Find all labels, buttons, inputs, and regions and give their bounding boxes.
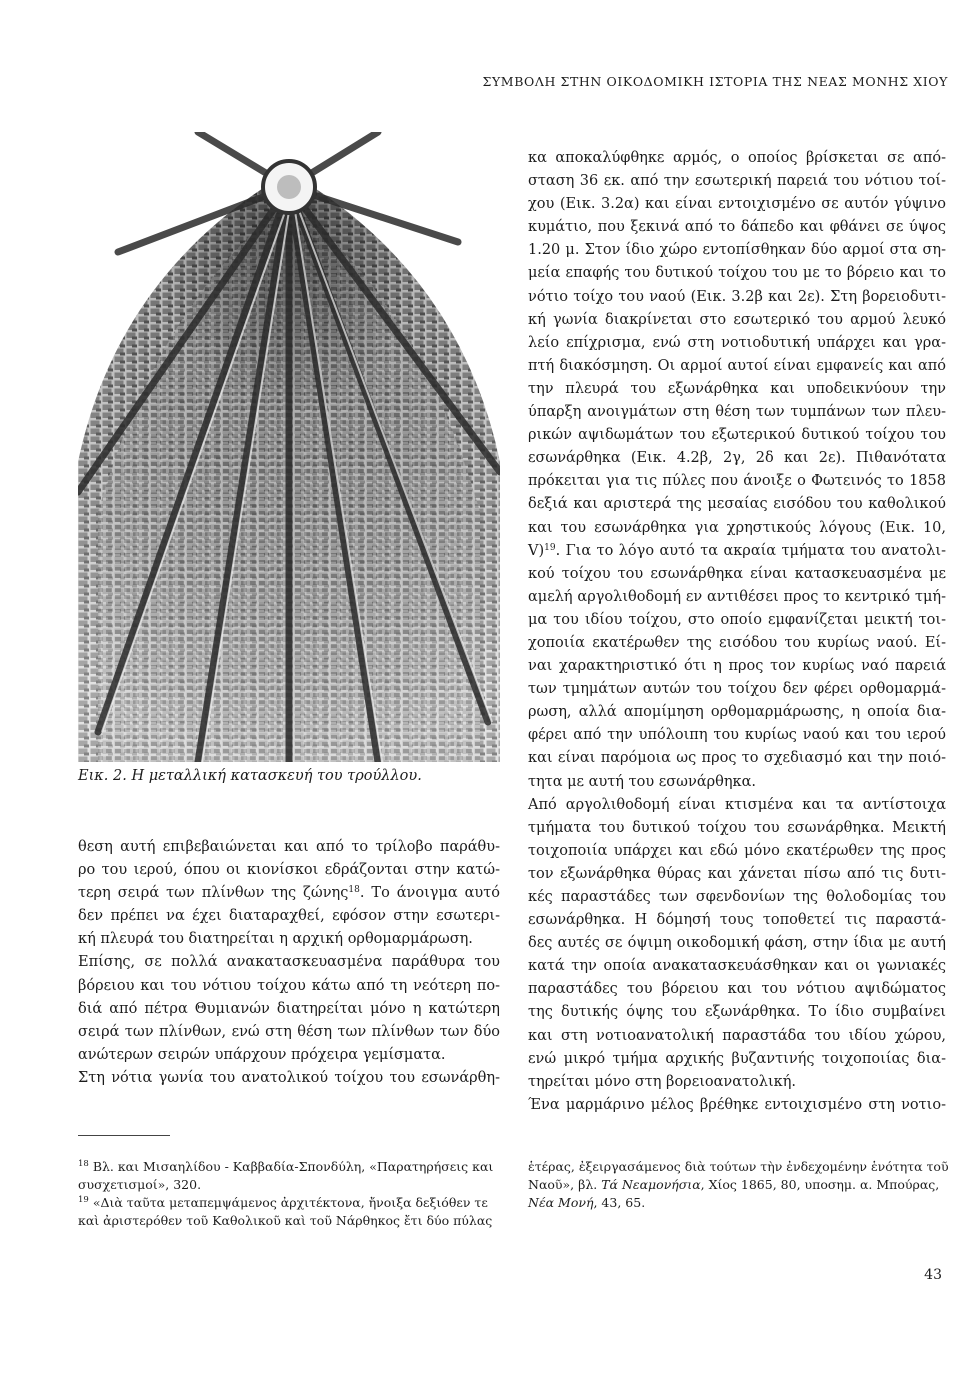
text-line: κού τοίχου του εσωνάρθηκα είναι κατασκευασμένα με [528,565,946,582]
text-line: παραστάδες του βόρειου και του νότιου αψιδώματος [528,981,946,998]
footnotes-right [528,1158,949,1212]
text-line: 1.20 μ. Στον ίδιο χώρο εντοπίσθηκαν δύο αρμοί στα ση- [528,242,946,259]
footnote-18-cont: συσχετισμοί», 320. [78,1177,202,1192]
footnote-divider [78,1135,170,1136]
text-line: χου (Εικ. 3.2α) και είναι εντοιχισμένο σε αυτόν γύψινο [528,196,946,213]
left-column-text [78,836,500,1090]
text-line: εσωνάρθηκα. Η δόμησή τους τοποθετεί τις παραστά- [528,912,946,929]
text-line: δεξιά και αριστερά της μεσαίας εισόδου του καθολικού [528,496,946,513]
text-line: τμήματα του δυτικού τοίχου του εσωνάρθηκα. Μεικτή [528,819,946,836]
footnote-19-cont: Νέα Μονή, 43, 65. [528,1195,646,1210]
text-line: και του εσωνάρθηκα για χρηστικούς λόγους (Εικ. 10, [528,519,946,536]
text-line: αμελή αργολιθοδομή εν αντιθέσει προς το κεντρικό τμή- [528,588,946,605]
figure-caption-text: Η μεταλλική κατασκευή του τρούλλου. [131,768,422,784]
text-line: κές παραστάδες των σφενδονίων της θολοδομίας του [528,889,946,905]
text-line: ναι χαρακτηριστικό ότι η προς τον κυρίως ναό παρειά [528,658,946,675]
text-line: δεν πρέπει να έχει διαταραχθεί, εφόσον στην εσωτερι- [78,908,500,925]
figure-label: Εικ. 2. [78,768,127,784]
text-line: των τμημάτων αυτών του τοίχου δεν φέρει ορθομαρμά- [528,681,946,698]
text-line: πρόκειται για τις πύλες που άνοιξε ο Φωτεινός το 1858 [528,473,946,490]
dome-photograph [78,132,500,762]
text-line: ενώ μικρό τμήμα αρχικής βυζαντινής τοιχοποιίας δια- [528,1050,946,1067]
text-line: κα αποκαλύφθηκε αρμός, ο οποίος βρίσκεται σε από- [528,150,946,166]
text-line: τερη σειρά των πλίνθων της ζώνης$^{18}$. Το άνοιγμα αυτό [78,885,500,902]
text-line: Από αργολιθοδομή είναι κτισμένα και τα αντίστοιχα [528,796,946,813]
text-line: τηρείται μόνο στη βορειοανατολική. [528,1073,797,1090]
text-line: σταση 36 εκ. από την εσωτερική παρειά του νότιου τοί- [528,173,946,190]
text-line: πτή διακόσμηση. Οι αρμοί αυτοί είναι εμφανείς και από [528,357,946,374]
text-line: ύπαρξη ανοιγμάτων στη θέση των τυμπάνων των πλευ- [528,404,946,421]
text-line: ρωση, αλλά απομίμηση ορθομαρμάρωσης, η οποία δια- [528,704,946,721]
text-line: μα του ιδίου τοίχου, στο οποίο εμφανίζεται μεικτή τοι- [528,611,946,628]
footnote-19-cont: καὶ ἀριστερόθεν τοῦ Καθολικοῦ καὶ τοῦ Νάρθηκος ἔτι δύο πύλας [78,1213,493,1228]
text-line: ρο του ιερού, όπου οι κιονίσκοι εδράζονται στην κατώ- [78,862,500,879]
text-line: χοποιία εκατέρωθεν της εισόδου του κυρίως ναού. Εί- [528,634,946,651]
text-line: κή πλευρά του διατηρείται η αρχική ορθομαρμάρωση. [78,931,473,948]
right-column-text [528,147,946,1117]
footnote-ref-18[interactable]: 18 [348,885,360,896]
footnote-18: $^{18}$ Βλ. και Μισαηλίδου - Καββαδία-Σπονδύλη, «Παρατηρήσεις και [78,1159,494,1174]
text-line: φέρει από την υπόλοιπη του κυρίως ναού και του ιερού [528,727,946,744]
text-line: σειρά των πλίνθων, ενώ στη θέση των πλίνθων των δύο [78,1023,500,1040]
text-line: Επίσης, σε πολλά ανακατασκευασμένα παράθυρα του [78,954,500,971]
footnote-19-cont: Ναοῦ», βλ. Τά Νεαμονήσια, Χίος 1865, 80, υποσημ. α. Μπούρας, [528,1177,940,1192]
text-line: λείο επίχρισμα, ενώ στη νοτιοδυτική υπάρχει και γρα- [528,334,946,351]
text-line: μεία επαφής του δυτικού τοίχου του με το βόρειο και το [528,265,946,282]
page-number: 43 [924,1267,942,1283]
text-line: δες αυτές σε όψιμη οικοδομική φάση, στην ίδια με αυτή [528,935,946,952]
text-line: θεση αυτή επιβεβαιώνεται και από το τρίλοβο παράθυ- [78,839,500,855]
text-line: κή γωνία διακρίνεται στο εσωτερικό του αρμού λευκό [528,311,946,328]
text-line: Στη νότια γωνία του ανατολικού τοίχου του εσωνάρθη- [78,1069,500,1086]
text-line: διά από πέτρα Θυμιανών διατηρείται μόνο η κατώτερη [78,1000,500,1017]
text-line: τον εξωνάρθηκα θύρας και χάνεται πίσω από τις δυτι- [528,865,946,882]
text-line: βόρειου και του νότιου τοίχου κάτω από τη νεότερη πο- [78,977,500,994]
text-line: τοιχοποιία υπάρχει και εδώ μόνο εκατέρωθεν της προς [528,842,946,859]
text-line: εσωνάρθηκα (Εικ. 4.2β, 2γ, 2δ και 2ε). Πιθανότατα [528,450,946,467]
text-line: Ένα μαρμάρινο μέλος βρέθηκε εντοιχισμένο στη νοτιο- [528,1096,946,1113]
text-line: της δυτικής όψης του εξωνάρθηκα. Το ίδιο συμβαίνει [528,1004,946,1021]
text-line: την πλευρά του εξωνάρθηκα και υποδεικνύουν την [528,380,946,397]
text-line: νότιο τοίχο του ναού (Εικ. 3.2β και 2ε). Στη βορειοδυτι- [528,288,946,305]
text-line: κατά την οποία ανακατασκευάσθηκαν και οι γωνιακές [528,958,946,975]
footnotes-left [78,1158,500,1230]
footnote-ref-19[interactable]: 19 [544,542,556,553]
text-line: ανώτερων σειρών υπάρχουν πρόχειρα γεμίσματα. [78,1046,446,1063]
text-line: τητα με αυτή του εσωνάρθηκα. [528,773,757,790]
text-line: και είναι παρόμοια ως προς το σχεδιασμό και την ποιό- [528,750,946,767]
text-line: ρικών αψιδωμάτων του εξωτερικού δυτικού τοίχου του [528,427,946,444]
footnote-19-cont: ἑτέρας, ἐξειργασάμενος διὰ τούτων τὴν ἐνδεχομένην ἑνότητα τοῦ [528,1159,949,1174]
figure-caption [78,768,500,784]
running-header: ΣΥΜΒΟΛΗ ΣΤΗΝ ΟΙΚΟΔΟΜΙΚΗ ΙΣΤΟΡΙΑ ΤΗΣ ΝΕΑΣ ΜΟΝΗΣ ΧΙΟΥ [482,74,948,89]
text-line: V)$^{19}$. Για το λόγο αυτό τα ακραία τμήματα του ανατολι- [528,542,946,559]
footnote-19: $^{19}$ «Διὰ ταῦτα μεταπεμψάμενος ἀρχιτέκτονα, ἤνοιξα δεξιόθεν τε [78,1195,488,1210]
text-line: κυμάτιο, που ξεκινά από το δάπεδο και φθάνει σε ύψος [528,219,946,236]
text-line: και στη νοτιοανατολική παραστάδα του ιδίου χώρου, [528,1027,946,1044]
